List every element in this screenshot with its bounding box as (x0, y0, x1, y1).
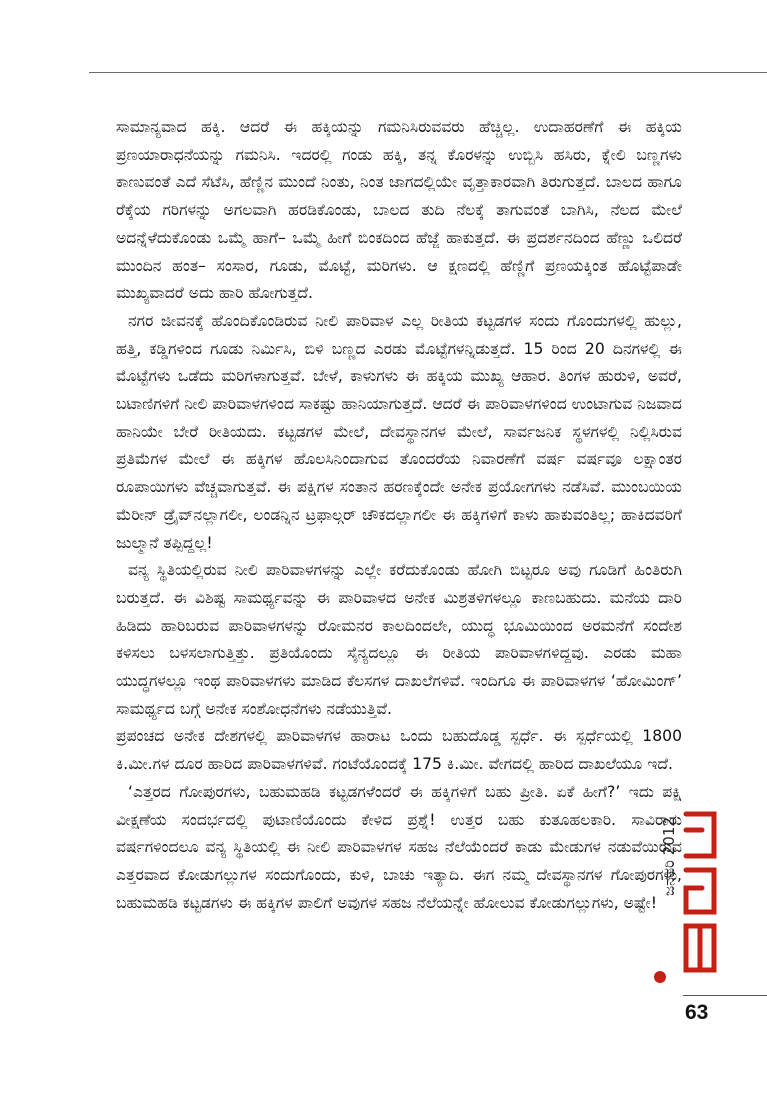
page-number: 63 (685, 1001, 709, 1024)
paragraph: ಸಾಮಾನ್ಯವಾದ ಹಕ್ಕಿ. ಆದರೆ ಈ ಹಕ್ಕಿಯನ್ನು ಗಮನಿಸಿರುವವರು ಹೆಚ್ಚಿಲ್ಲ. ಉದಾಹರಣೆಗೆ ಈ ಹಕ್ಕಿಯ ಪ್ರಣಯಾರಾಧನೆಯನ್ನು ಗಮನಿಸಿ. ಇದರಲ್ಲಿ ಗಂಡು ಹಕ್ಕಿ, ತನ್ನ ಕೊರಳನ್ನು ಉಬ್ಬಿಸಿ ಹಸಿರು, ಕ್ನೇಲಿ ಬಣ್ಣಗಳು ಕಾಣುವಂತೆ ಎದೆ ಸೆಟೆಸಿ, ಹೆಣ್ಣಿನ ಮುಂದೆ ನಿಂತು, ನಿಂತ ಜಾಗದಲ್ಲಿಯೇ ವೃತ್ತಾಕಾರವಾಗಿ ತಿರುಗುತ್ತದೆ. ಬಾಲದ ಹಾಗೂ ರೆಕ್ಕೆಯ ಗರಿಗಳನ್ನು ಅಗಲವಾಗಿ ಹರಡಿಕೊಂಡು, ಬಾಲದ ತುದಿ ನೆಲಕ್ಕೆ ತಾಗುವಂತೆ ಬಾಗಿಸಿ, ನೆಲದ ಮೇಲೆ ಅದನ್ನೆಳೆದುಕೊಂಡು ಒಮ್ಮೆ ಹಾಗೆ– ಒಮ್ಮೆ ಹೀಗೆ ಬಿಂಕದಿಂದ ಹೆಜ್ಜೆ ಹಾಕುತ್ತದೆ. ಈ ಪ್ರದರ್ಶನದಿಂದ ಹೆಣ್ಣು ಒಲಿದರೆ ಮುಂದಿನ ಹಂತ– ಸಂಸಾರ, ಗೂಡು, ಮೊಟ್ಟೆ, ಮರಿಗಳು. ಆ ಕ್ಷಣದಲ್ಲಿ ಹೆಣ್ಣಿಗೆ ಪ್ರಣಯಕ್ಕಿಂತ ಹೊಟ್ಟೆಪಾಡೇ ಮುಖ್ಯವಾದರೆ ಅದು ಹಾರಿ ಹೋಗುತ್ತದೆ. (116, 118, 682, 303)
magazine-logo-mark (680, 808, 720, 978)
paragraph: ನಗರ ಜೀವನಕ್ಕೆ ಹೊಂದಿಕೊಂಡಿರುವ ನೀಲಿ ಪಾರಿವಾಳ ಎಲ್ಲ ರೀತಿಯ ಕಟ್ಟಡಗಳ ಸಂದು ಗೊಂದುಗಳಲ್ಲಿ ಹುಲ್ಲು, ಹತ್ತಿ, ಕಡ್ಡಿಗಳಿಂದ ಗೂಡು ನಿರ್ಮಿಸಿ, ಬಿಳಿ ಬಣ್ಣದ ಎರಡು ಮೊಟ್ಟೆಗಳನ್ನಿಡುತ್ತದೆ. 15 ರಿಂದ 20 ದಿನಗಳಲ್ಲಿ ಈ ಮೊಟ್ಟೆಗಳು ಒಡೆದು ಮರಿಗಳಾಗುತ್ತವೆ. ಬೇಳೆ, ಕಾಳುಗಳು ಈ ಹಕ್ಕಿಯ ಮುಖ್ಯ ಆಹಾರ. ತಿಂಗಳ ಹುರುಳಿ, ಅವರೆ, ಬಟಾಣಿಗಳಿಗೆ ನೀಲಿ ಪಾರಿವಾಳಗಳಿಂದ ಸಾಕಷ್ಟು ಹಾನಿಯಾಗುತ್ತದೆ. ಆದರೆ ಈ ಪಾರಿವಾಳಗಳಿಂದ ಉಂಟಾಗುವ ನಿಜವಾದ ಹಾನಿಯೇ ಬೇರೆ ರೀತಿಯದು. ಕಟ್ಟಡಗಳ ಮೇಲೆ, ದೇವಸ್ಥಾನಗಳ ಮೇಲೆ, ಸಾರ್ವಜನಿಕ ಸ್ಥಳಗಳಲ್ಲಿ ನಿಲ್ಲಿಸಿರುವ ಪ್ರತಿಮೆಗಳ ಮೇಲೆ ಈ ಹಕ್ಕಿಗಳ ಹೊಲಸಿನಿಂದಾಗುವ ತೊಂದರೆಯ ನಿವಾರಣೆಗೆ ವರ್ಷ ವರ್ಷವೂ ಲಕ್ಷಾಂತರ ರೂಪಾಯಿಗಳು ವೆಚ್ಚವಾಗುತ್ತವೆ. ಈ ಪಕ್ಷಿಗಳ ಸಂತಾನ ಹರಣಕ್ಕೆಂದೇ ಅನೇಕ ಪ್ರಯೋಗಗಳು ನಡೆಸಿವೆ. ಮುಂಬಯಿಯ ಮೆರೀನ್ ಡ್ರೈವ್‌ನಲ್ಲಾಗಲೀ, ಲಂಡನ್ನಿನ ಟ್ರಫಾಲ್ಗರ್ ಚೌಕದಲ್ಲಾಗಲೀ ಈ ಹಕ್ಕಿಗಳಿಗೆ ಕಾಳು ಹಾಕುವಂತಿಲ್ಲ; ಹಾಕಿದವರಿಗೆ ಜುಲ್ಮಾನೆ ತಪ್ಪಿದ್ದಲ್ಲ! (116, 311, 682, 552)
article-body (116, 114, 682, 917)
red-dot-icon (654, 971, 666, 983)
footer-rule (683, 995, 767, 996)
magazine-logo (680, 808, 720, 978)
paragraph: ‘ಎತ್ತರದ ಗೋಪುರಗಳು, ಬಹುಮಹಡಿ ಕಟ್ಟಡಗಳೆಂದರೆ ಈ ಹಕ್ಕಿಗಳಿಗೆ ಬಹು ಪ್ರೀತಿ. ಏಕೆ ಹೀಗೆ?’ ಇದು ಪಕ್ಷಿ ವೀಕ್ಷಣೆಯ ಸಂದರ್ಭದಲ್ಲಿ ಪುಟಾಣಿಯೊಂದು ಕೇಳಿದ ಪ್ರಶ್ನೆ! ಉತ್ತರ ಬಹು ಕುತೂಹಲಕಾರಿ. ಸಾವಿರಾರು ವರ್ಷಗಳಿಂದಲೂ ವನ್ಯ ಸ್ಥಿತಿಯಲ್ಲಿ ಈ ನೀಲಿ ಪಾರಿವಾಳಗಳ ಸಹಜ ನೆಲೆಯೆಂದರೆ ಕಾಡು ಮೇಡುಗಳ ನಡುವೆಯಿರುವ ಎತ್ತರವಾದ ಕೋಡುಗಲ್ಲುಗಳ ಸಂದುಗೊಂದು, ಕುಳಿ, ಬಾಚು ಇತ್ಯಾದಿ. ಈಗ ನಮ್ಮ ದೇವಸ್ಥಾನಗಳ ಗೋಪುರಗಳು, ಬಹುಮಹಡಿ ಕಟ್ಟಡಗಳು ಈ ಹಕ್ಕಿಗಳ ಪಾಲಿಗೆ ಅವುಗಳ ಸಹಜ ನೆಲೆಯನ್ನೇ ಹೋಲುವ ಕೋಡುಗಲ್ಲುಗಳು, ಅಷ್ಟೇ! (116, 782, 682, 912)
paragraph: ವನ್ಯ ಸ್ಥಿತಿಯಲ್ಲಿರುವ ನೀಲಿ ಪಾರಿವಾಳಗಳನ್ನು ಎಲ್ಲೇ ಕರೆದುಕೊಂಡು ಹೋಗಿ ಬಿಟ್ಟರೂ ಅವು ಗೂಡಿಗೆ ಹಿಂತಿರುಗಿ ಬರುತ್ತದೆ. ಈ ವಿಶಿಷ್ಟ ಸಾಮರ್ಥ್ಯವನ್ನು ಈ ಪಾರಿವಾಳದ ಅನೇಕ ಮಿಶ್ರತಳಿಗಳಲ್ಲೂ ಕಾಣಬಹುದು. ಮನೆಯ ದಾರಿ ಹಿಡಿದು ಹಾರಿಬರುವ ಪಾರಿವಾಳಗಳನ್ನು ರೋಮನರ ಕಾಲದಿಂದಲೇ, ಯುದ್ಧ ಭೂಮಿಯಿಂದ ಅರಮನೆಗೆ ಸಂದೇಶ ಕಳಿಸಲು ಬಳಸಲಾಗುತ್ತಿತ್ತು. ಪ್ರತಿಯೊಂದು ಸೈನ್ಯದಲ್ಲೂ ಈ ರೀತಿಯ ಪಾರಿವಾಳಗಳಿದ್ದವು. ಎರಡು ಮಹಾ ಯುದ್ಧಗಳಲ್ಲೂ ಇಂಥ ಪಾರಿವಾಳಗಳು ಮಾಡಿದ ಕೆಲಸಗಳ ದಾಖಲೆಗಳಿವೆ. ಇಂದಿಗೂ ಈ ಪಾರಿವಾಳಗಳ ‘ಹೋಮಿಂಗ್’ ಸಾಮರ್ಥ್ಯದ ಬಗ್ಗೆ ಅನೇಕ ಸಂಶೋಧನೆಗಳು ನಡೆಯುತ್ತಿವೆ. (116, 561, 682, 718)
paragraph: ಪ್ರಪಂಚದ ಅನೇಕ ದೇಶಗಳಲ್ಲಿ ಪಾರಿವಾಳಗಳ ಹಾರಾಟ ಒಂದು ಬಹುದೊಡ್ಡ ಸ್ಪರ್ಧೆ. ಈ ಸ್ಪರ್ಧೆಯಲ್ಲಿ 1800 ಕಿ.ಮೀ.ಗಳ ದೂರ ಹಾರಿದ ಪಾರಿವಾಳಗಳಿವೆ. ಗಂಟೆಯೊಂದಕ್ಕೆ 175 ಕಿ.ಮೀ. ವೇಗದಲ್ಲಿ ಹಾರಿದ ದಾಖಲೆಯೂ ಇದೆ. (116, 727, 682, 774)
magazine-sidebar (654, 800, 738, 980)
issue-date: ಜನವರಿ 2012 (660, 817, 678, 896)
top-rule (89, 72, 767, 73)
